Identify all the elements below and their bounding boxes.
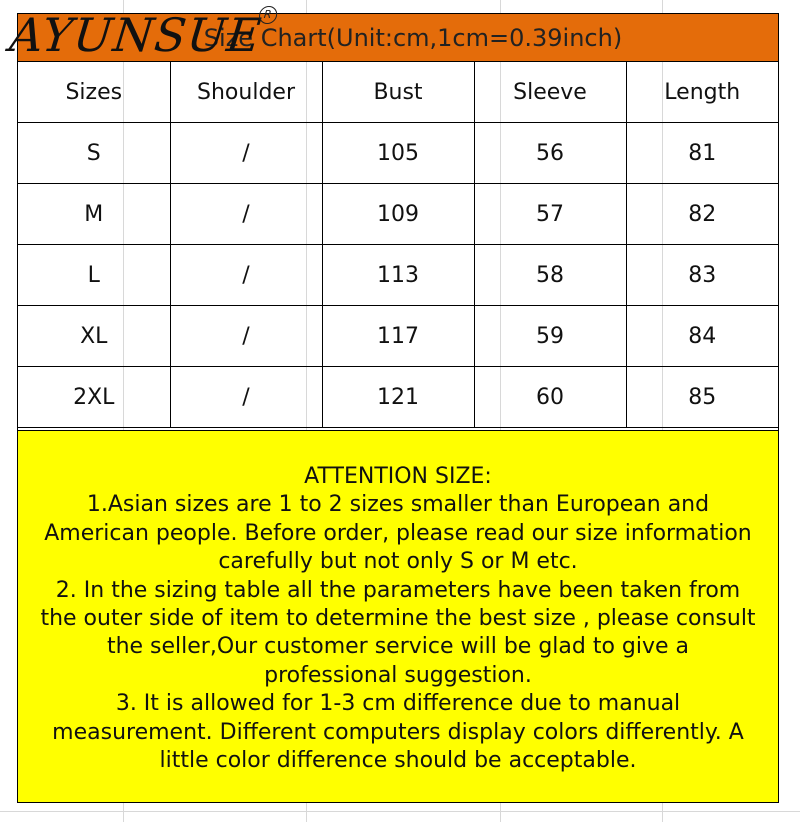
table-header-row bbox=[18, 62, 778, 123]
column-header: Sleeve bbox=[474, 62, 626, 123]
table-row bbox=[18, 123, 778, 184]
table-cell: 113 bbox=[322, 245, 474, 306]
notice-line: the outer side of item to determine the best size , please consult bbox=[40, 606, 756, 632]
table-cell: 2XL bbox=[18, 367, 170, 428]
table-cell: / bbox=[170, 245, 322, 306]
table-cell: 105 bbox=[322, 123, 474, 184]
column-header: Shoulder bbox=[170, 62, 322, 123]
table-cell: 82 bbox=[626, 184, 778, 245]
table-cell: 59 bbox=[474, 306, 626, 367]
table-cell: / bbox=[170, 123, 322, 184]
table-row bbox=[18, 367, 778, 428]
table-row bbox=[18, 306, 778, 367]
column-header: Length bbox=[626, 62, 778, 123]
table-cell: 58 bbox=[474, 245, 626, 306]
brand-logo bbox=[7, 8, 274, 62]
notice-line: the seller,Our customer service will be glad to give a bbox=[106, 634, 690, 660]
table-cell: / bbox=[170, 306, 322, 367]
table-cell: 57 bbox=[474, 184, 626, 245]
registered-trademark-icon: R bbox=[258, 6, 278, 24]
table-cell: 84 bbox=[626, 306, 778, 367]
notice-line: American people. Before order, please read our size information bbox=[44, 520, 752, 546]
table-cell: 81 bbox=[626, 123, 778, 184]
column-header: Sizes bbox=[18, 62, 170, 123]
size-table bbox=[18, 62, 778, 428]
table-cell: 56 bbox=[474, 123, 626, 184]
table-row bbox=[18, 245, 778, 306]
table-cell: XL bbox=[18, 306, 170, 367]
notice-line: carefully but not only S or M etc. bbox=[218, 549, 578, 575]
table-cell: 121 bbox=[322, 367, 474, 428]
table-cell: 83 bbox=[626, 245, 778, 306]
notice-line: measurement. Different computers display colors differently. A bbox=[52, 719, 744, 745]
table-cell: 60 bbox=[474, 367, 626, 428]
table-cell: / bbox=[170, 367, 322, 428]
table-cell: L bbox=[18, 245, 170, 306]
notice-line: professional suggestion. bbox=[264, 662, 532, 688]
table-cell: / bbox=[170, 184, 322, 245]
brand-logo-text: AYUNSUE bbox=[7, 8, 265, 62]
notice-line: 1.Asian sizes are 1 to 2 sizes smaller than European and bbox=[86, 492, 710, 518]
table-cell: 117 bbox=[322, 306, 474, 367]
table-row bbox=[18, 184, 778, 245]
notice-line: 3. It is allowed for 1-3 cm difference due to manual bbox=[115, 691, 681, 717]
table-cell: S bbox=[18, 123, 170, 184]
background-grid-line bbox=[0, 811, 800, 812]
notice-line: 2. In the sizing table all the parameters have been taken from bbox=[55, 577, 741, 603]
table-cell: 85 bbox=[626, 367, 778, 428]
column-header: Bust bbox=[322, 62, 474, 123]
notice-heading: ATTENTION SIZE: bbox=[304, 464, 492, 489]
attention-notice bbox=[18, 430, 778, 802]
size-chart-title: Size Chart(Unit:cm,1cm=0.39inch) bbox=[203, 23, 623, 52]
size-chart-sheet bbox=[7, 8, 779, 803]
table-cell: M bbox=[18, 184, 170, 245]
table-cell: 109 bbox=[322, 184, 474, 245]
notice-line: little color difference should be acceptable. bbox=[159, 748, 637, 774]
